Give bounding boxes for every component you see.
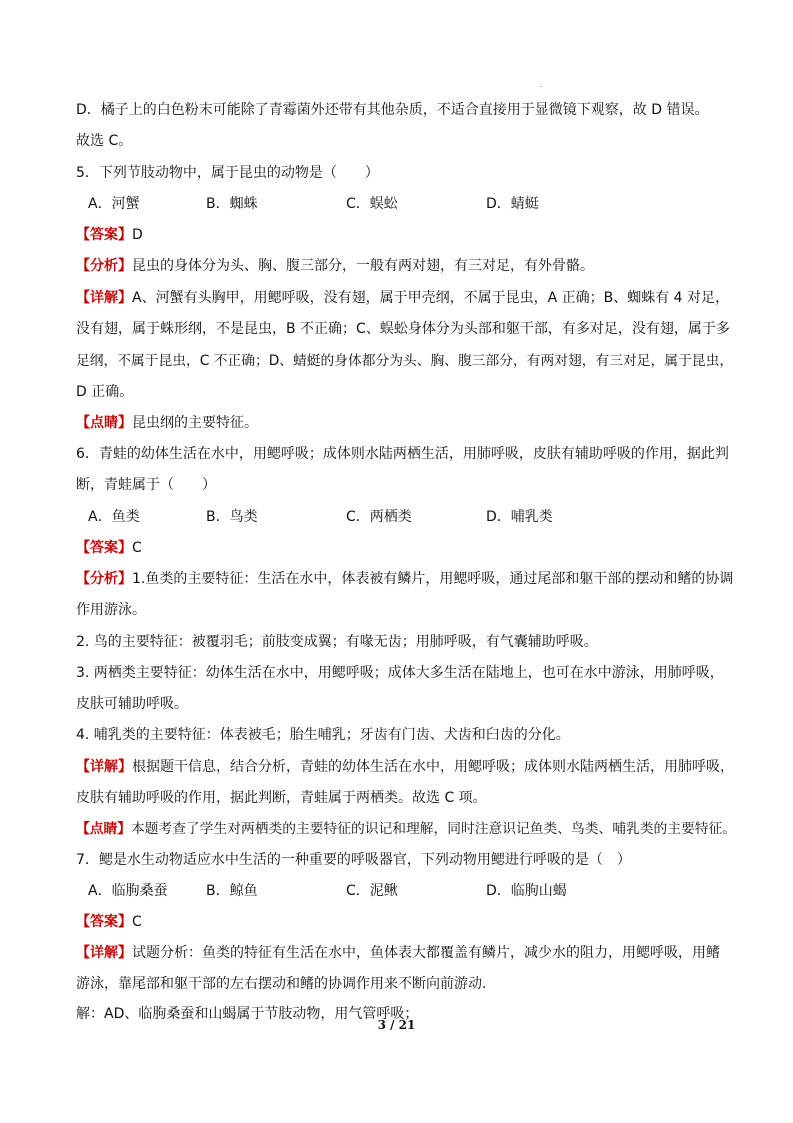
analysis-tag: 【分析】 [76,258,132,274]
option-b: B．蜘蛛 [206,196,258,212]
answer-value: D [132,227,143,243]
detail-line: D 正确。 [76,384,134,400]
question-7-options [76,876,736,907]
analysis-line: 2. 鸟的主要特征：被覆羽毛；前肢变成翼；有喙无齿；用肺呼吸，有气囊辅助呼吸。 [76,634,598,650]
detail-line: 足纲，不属于昆虫，C 不正确；D、蜻蜓的身体都分为头、胸、腹三部分，有两对翅，有三对足，属于昆虫， [76,353,734,369]
analysis-line: 3. 两栖类主要特征：幼体生活在水中，用鳃呼吸；成体大多生活在陆地上，也可在水中游泳，用肺呼吸， [76,665,724,681]
option-b: B．鸟类 [206,509,258,525]
text-line: D．橘子上的白色粉末可能除了青霉菌外还带有其他杂质，不适合直接用于显微镜下观察，故 D 错误。 [76,102,709,118]
comment-text: 昆虫纲的主要特征。 [132,415,258,431]
option-c: C．蜈蚣 [346,196,398,212]
answer-value: C [132,914,142,930]
question-7: 7．鳃是水生动物适应水中生活的一种重要的呼吸器官，下列动物用鳃进行呼吸的是（ ） [76,852,631,868]
comment-tag: 【点睛】 [76,415,132,431]
detail-line [76,283,736,314]
detail-text: 根据题干信息，结合分析，青蛙的幼体生活在水中，用鳃呼吸；成体则水陆两栖生活，用肺呼吸， [132,759,734,775]
question-5-options [76,189,736,220]
analysis-tag: 【分析】 [76,571,132,587]
analysis-line [76,251,736,282]
option-d: D．临朐山蝎 [486,883,567,899]
answer-tag: 【答案】 [76,914,132,930]
analysis-line [76,564,736,595]
question-5: 5．下列节肢动物中，属于昆虫的动物是（ ） [76,165,379,181]
answer-line [76,220,736,251]
analysis-line: 4. 哺乳类的主要特征：体表被毛；胎生哺乳；牙齿有门齿、犬齿和臼齿的分化。 [76,727,570,743]
analysis-line: 皮肤可辅助呼吸。 [76,696,188,712]
detail-line: 没有翅，属于蛛形纲，不是昆虫，B 不正确；C、蜈蚣身体分为头部和躯干部，有多对足，没有翅，属于多 [76,321,730,337]
page-number: 3 / 21 [377,1018,416,1032]
analysis-text: 1.鱼类的主要特征：生活在水中，体表被有鳞片，用鳃呼吸，通过尾部和躯干部的摆动和鳍的协调 [132,571,734,587]
option-a: A．鱼类 [88,509,140,525]
text-line: 故选 C。 [76,133,133,149]
detail-line: 解：AD、临朐桑蚕和山蝎属于节肢动物，用气管呼吸； [76,1006,419,1022]
detail-tag: 【详解】 [76,759,132,775]
option-a: A．临朐桑蚕 [88,883,168,899]
option-d: D．蜻蜓 [486,196,539,212]
answer-line [76,907,736,938]
detail-line [76,752,736,783]
answer-tag: 【答案】 [76,227,132,243]
detail-text: 试题分析：鱼类的特征有生活在水中，鱼体表大都覆盖有鳞片，减少水的阻力，用鳃呼吸，用鳍 [132,945,720,961]
option-c: C．两栖类 [346,509,412,525]
detail-text: A、河蟹有头胸甲，用鳃呼吸，没有翅，属于甲壳纲，不属于昆虫，A 正确；B、蜘蛛有 4 对足， [132,290,730,306]
comment-line [76,408,736,439]
detail-tag: 【详解】 [76,290,132,306]
option-c: C．泥鳅 [346,883,398,899]
comment-text: 本题考查了学生对两栖类的主要特征的识记和理解，同时注意识记鱼类、鸟类、哺乳类的主要特征。 [131,821,737,837]
answer-line [76,533,736,564]
answer-value: C [132,540,142,556]
detail-line [76,938,736,969]
comment-tag: 【点睛】 [76,821,132,837]
analysis-text: 昆虫的身体分为头、胸、腹三部分，一般有两对翅，有三对足，有外骨骼。 [132,258,594,274]
option-b: B．鲸鱼 [206,883,258,899]
scan-mark [540,86,542,87]
analysis-line: 作用游泳。 [76,602,146,618]
question-6-cont: 断，青蛙属于（ ） [76,477,216,493]
question-6-options [76,502,736,533]
detail-line: 游泳，靠尾部和躯干部的左右摆动和鳍的协调作用来不断向前游动. [76,976,487,992]
option-a: A．河蟹 [88,196,140,212]
question-6: 6．青蛙的幼体生活在水中，用鳃呼吸；成体则水陆两栖生活，用肺呼吸，皮肤有辅助呼吸的作用，据此判 [76,446,729,462]
detail-line: 皮肤有辅助呼吸的作用，据此判断，青蛙属于两栖类。故选 C 项。 [76,790,487,806]
option-d: D．哺乳类 [486,509,553,525]
comment-line [76,814,736,845]
detail-tag: 【详解】 [76,945,132,961]
answer-tag: 【答案】 [76,540,132,556]
